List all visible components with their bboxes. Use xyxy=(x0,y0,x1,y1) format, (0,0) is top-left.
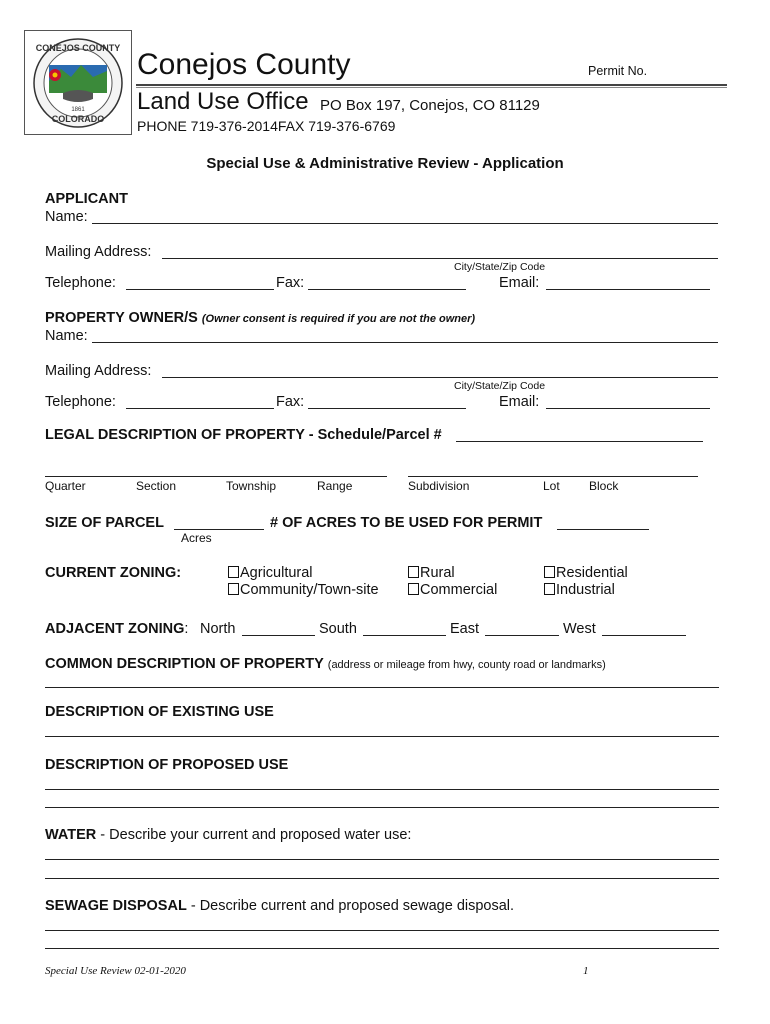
north-label: North xyxy=(200,621,236,637)
applicant-mailing-field[interactable] xyxy=(162,244,718,259)
size-of-parcel-label: SIZE OF PARCEL xyxy=(45,515,164,531)
community-townsite-checkbox[interactable] xyxy=(228,583,239,595)
owner-heading: PROPERTY OWNER/S xyxy=(45,310,198,326)
proposed-use-field-line-1[interactable] xyxy=(45,775,719,790)
common-description-heading-row xyxy=(45,656,606,672)
office-address: PO Box 197, Conejos, CO 81129 xyxy=(320,97,540,114)
svg-text:1861: 1861 xyxy=(71,107,85,113)
industrial-checkbox[interactable] xyxy=(544,583,555,595)
subdivision-label: Subdivision xyxy=(408,479,470,493)
east-zoning-field[interactable] xyxy=(485,621,559,636)
permit-number-label: Permit No. xyxy=(588,64,648,78)
south-zoning-field[interactable] xyxy=(363,621,446,636)
owner-heading-row xyxy=(45,310,475,326)
current-zoning-heading: CURRENT ZONING: xyxy=(45,565,182,581)
west-zoning-field[interactable] xyxy=(602,621,686,636)
office-name: Land Use Office xyxy=(137,88,309,115)
quarter-section-township-range-field[interactable] xyxy=(45,462,387,477)
sewage-heading-row xyxy=(45,898,514,914)
size-of-parcel-field[interactable] xyxy=(174,515,264,530)
svg-text:CONEJOS COUNTY: CONEJOS COUNTY xyxy=(35,43,121,53)
proposed-use-field-line-2[interactable] xyxy=(45,793,719,808)
header-rule xyxy=(136,84,727,86)
sewage-field-line-1[interactable] xyxy=(45,916,719,931)
quarter-label: Quarter xyxy=(45,479,86,493)
commercial-label: Commercial xyxy=(420,582,498,598)
zoning-option-rural[interactable] xyxy=(408,565,455,581)
acres-for-permit-field[interactable] xyxy=(557,515,649,530)
owner-email-field[interactable] xyxy=(546,394,710,409)
owner-fax-field[interactable] xyxy=(308,394,466,409)
sewage-instruction: - Describe current and proposed sewage disposal. xyxy=(186,898,515,914)
sewage-heading: SEWAGE DISPOSAL xyxy=(45,898,187,914)
zoning-option-commercial[interactable] xyxy=(408,582,497,598)
owner-mailing-label: Mailing Address: xyxy=(45,363,152,379)
owner-email-label: Email: xyxy=(499,394,540,410)
rural-label: Rural xyxy=(420,565,455,581)
zoning-option-industrial[interactable] xyxy=(544,582,615,598)
water-field-line-1[interactable] xyxy=(45,845,719,860)
footer-form-id: Special Use Review 02-01-2020 xyxy=(45,965,186,977)
community-townsite-label: Community/Town-site xyxy=(240,582,379,598)
water-field-line-2[interactable] xyxy=(45,864,719,879)
section-label: Section xyxy=(136,479,177,493)
adjacent-zoning-colon: : xyxy=(184,621,189,637)
zoning-option-residential[interactable] xyxy=(544,565,628,581)
phone-fax-line: PHONE 719-376-2014FAX 719-376-6769 xyxy=(137,118,396,134)
legal-description-heading: LEGAL DESCRIPTION OF PROPERTY - Schedule/Parcel # xyxy=(45,427,442,443)
parcel-number-field[interactable] xyxy=(456,427,703,442)
owner-name-field[interactable] xyxy=(92,328,718,343)
west-label: West xyxy=(563,621,596,637)
applicant-telephone-label: Telephone: xyxy=(45,275,116,291)
sewage-field-line-2[interactable] xyxy=(45,934,719,949)
applicant-heading: APPLICANT xyxy=(45,191,128,207)
agricultural-label: Agricultural xyxy=(240,565,313,581)
water-heading-row xyxy=(45,827,411,843)
existing-use-field[interactable] xyxy=(45,722,719,737)
existing-use-heading: DESCRIPTION OF EXISTING USE xyxy=(45,704,274,720)
county-seal-frame xyxy=(24,30,132,135)
residential-checkbox[interactable] xyxy=(544,566,555,578)
water-heading: WATER xyxy=(45,827,97,843)
adjacent-zoning-heading: ADJACENT ZONING xyxy=(45,621,185,637)
owner-name-label: Name: xyxy=(45,328,88,344)
agricultural-checkbox[interactable] xyxy=(228,566,239,578)
zoning-option-agricultural[interactable] xyxy=(228,565,313,581)
owner-telephone-label: Telephone: xyxy=(45,394,116,410)
subdivision-lot-block-field[interactable] xyxy=(408,462,698,477)
applicant-city-state-zip-label: City/State/Zip Code xyxy=(454,261,546,273)
south-label: South xyxy=(319,621,357,637)
block-label: Block xyxy=(589,479,619,493)
owner-mailing-field[interactable] xyxy=(162,363,718,378)
common-description-note: (address or mileage from hwy, county road or landmarks) xyxy=(327,659,606,671)
applicant-email-label: Email: xyxy=(499,275,540,291)
county-name: Conejos County xyxy=(137,48,351,81)
owner-city-state-zip-label: City/State/Zip Code xyxy=(454,380,546,392)
residential-label: Residential xyxy=(556,565,628,581)
township-label: Township xyxy=(226,479,277,493)
water-instruction: - Describe your current and proposed water use: xyxy=(96,827,412,843)
zoning-option-community-townsite[interactable] xyxy=(228,582,379,598)
commercial-checkbox[interactable] xyxy=(408,583,419,595)
industrial-label: Industrial xyxy=(556,582,615,598)
adjacent-zoning-heading-row xyxy=(45,621,188,637)
applicant-fax-label: Fax: xyxy=(276,275,305,291)
acres-label: Acres xyxy=(181,531,212,545)
applicant-email-field[interactable] xyxy=(546,275,710,290)
lot-label: Lot xyxy=(543,479,560,493)
acres-for-permit-label: # OF ACRES TO BE USED FOR PERMIT xyxy=(270,515,543,531)
applicant-name-label: Name: xyxy=(45,209,88,225)
owner-fax-label: Fax: xyxy=(276,394,305,410)
owner-telephone-field[interactable] xyxy=(126,394,274,409)
proposed-use-heading: DESCRIPTION OF PROPOSED USE xyxy=(45,757,289,773)
north-zoning-field[interactable] xyxy=(242,621,315,636)
applicant-fax-field[interactable] xyxy=(308,275,466,290)
rural-checkbox[interactable] xyxy=(408,566,419,578)
form-title: Special Use & Administrative Review - Application xyxy=(206,155,564,172)
range-label: Range xyxy=(317,479,353,493)
common-description-field[interactable] xyxy=(45,673,719,688)
applicant-telephone-field[interactable] xyxy=(126,275,274,290)
applicant-name-field[interactable] xyxy=(92,209,718,224)
county-seal-icon xyxy=(25,31,131,134)
svg-text:COLORADO: COLORADO xyxy=(51,114,105,124)
applicant-mailing-label: Mailing Address: xyxy=(45,244,152,260)
owner-consent-note: (Owner consent is required if you are not the owner) xyxy=(201,313,476,325)
common-description-heading: COMMON DESCRIPTION OF PROPERTY xyxy=(45,656,324,672)
east-label: East xyxy=(450,621,480,637)
footer-page-number: 1 xyxy=(583,965,589,977)
